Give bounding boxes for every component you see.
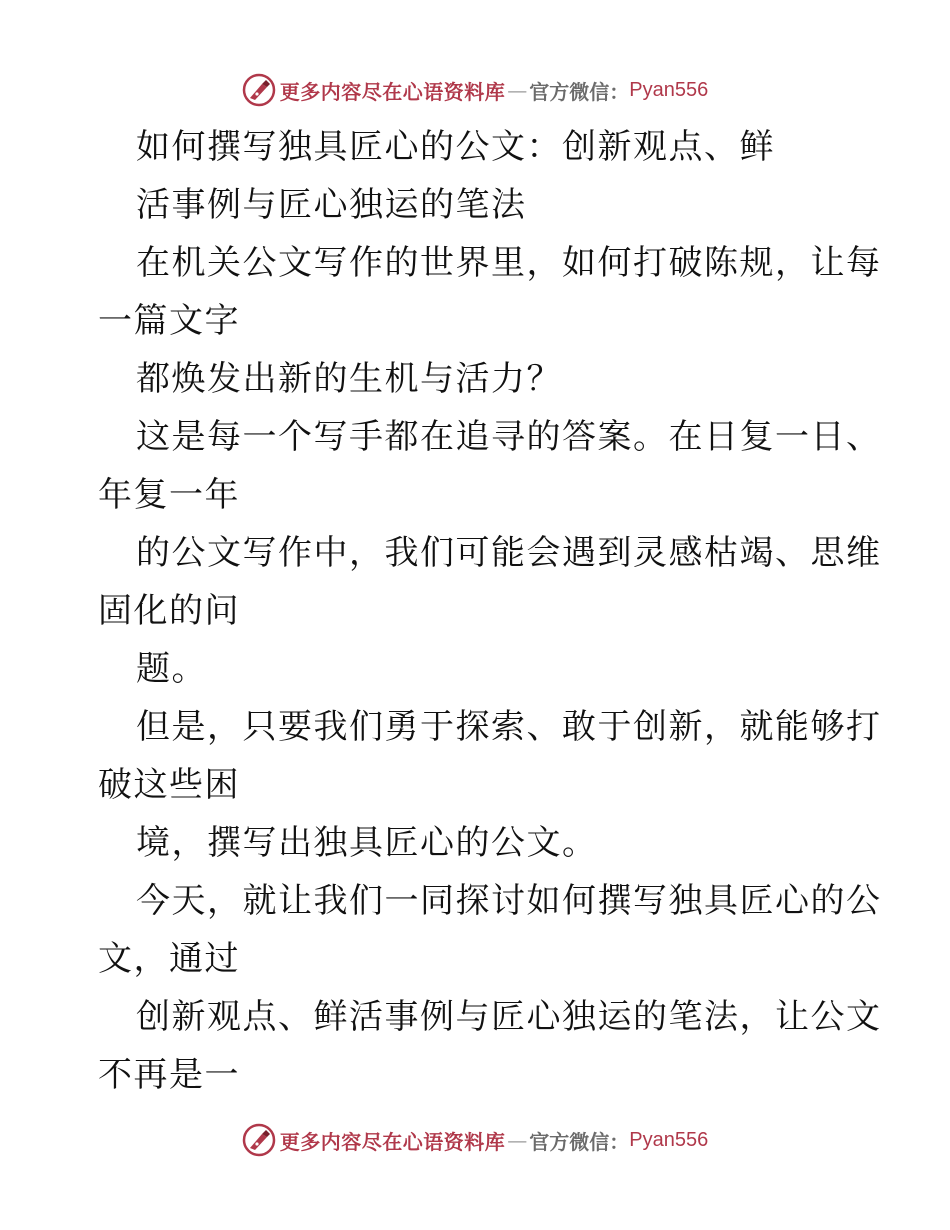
- banner-site-text: 更多内容尽在心语资料库: [279, 79, 506, 104]
- footer-banner[interactable]: [0, 1120, 950, 1160]
- banner-site-text: 更多内容尽在心语资料库: [279, 1129, 506, 1154]
- document-body: [98, 118, 882, 1104]
- paragraph-line: 这是每一个写手都在追寻的答案。在日复一日、: [136, 417, 882, 457]
- banner-separator: —: [507, 78, 528, 102]
- paragraph-line: 创新观点、鲜活事例与匠心独运的笔法，让公文: [136, 997, 882, 1037]
- header-banner[interactable]: [0, 70, 950, 110]
- paragraph-line: 今天，就让我们一同探讨如何撰写独具匠心的公: [136, 881, 882, 921]
- paragraph-line: 都焕发出新的生机与活力？: [136, 359, 562, 399]
- paragraph-line: 境，撰写出独具匠心的公文。: [136, 823, 598, 863]
- paragraph-line: 文，通过: [98, 939, 240, 979]
- banner-contact-id: Pyan556: [629, 1128, 709, 1151]
- banner-contact-label: 官方微信：: [529, 79, 630, 104]
- banner-contact-label: 官方微信：: [529, 1129, 630, 1154]
- paragraph-line: 不再是一: [98, 1055, 240, 1095]
- paragraph-line: 的公文写作中，我们可能会遇到灵感枯竭、思维: [136, 533, 882, 573]
- banner-contact-id: Pyan556: [629, 78, 709, 101]
- paragraph-line: 一篇文字: [98, 301, 240, 341]
- paragraph-line: 年复一年: [98, 475, 240, 515]
- pen-nib-logo-icon: [242, 73, 276, 107]
- title-line-2: 活事例与匠心独运的笔法: [136, 185, 527, 225]
- title-line-1: 如何撰写独具匠心的公文：创新观点、鲜: [136, 127, 775, 167]
- paragraph-line: 题。: [136, 649, 207, 689]
- pen-nib-logo-icon: [242, 1123, 276, 1157]
- paragraph-line: 破这些困: [98, 765, 240, 805]
- paragraph-line: 在机关公文写作的世界里，如何打破陈规，让每: [136, 243, 882, 283]
- paragraph-line: 但是，只要我们勇于探索、敢于创新，就能够打: [136, 707, 882, 747]
- paragraph-line: 固化的问: [98, 591, 240, 631]
- banner-separator: —: [507, 1128, 528, 1152]
